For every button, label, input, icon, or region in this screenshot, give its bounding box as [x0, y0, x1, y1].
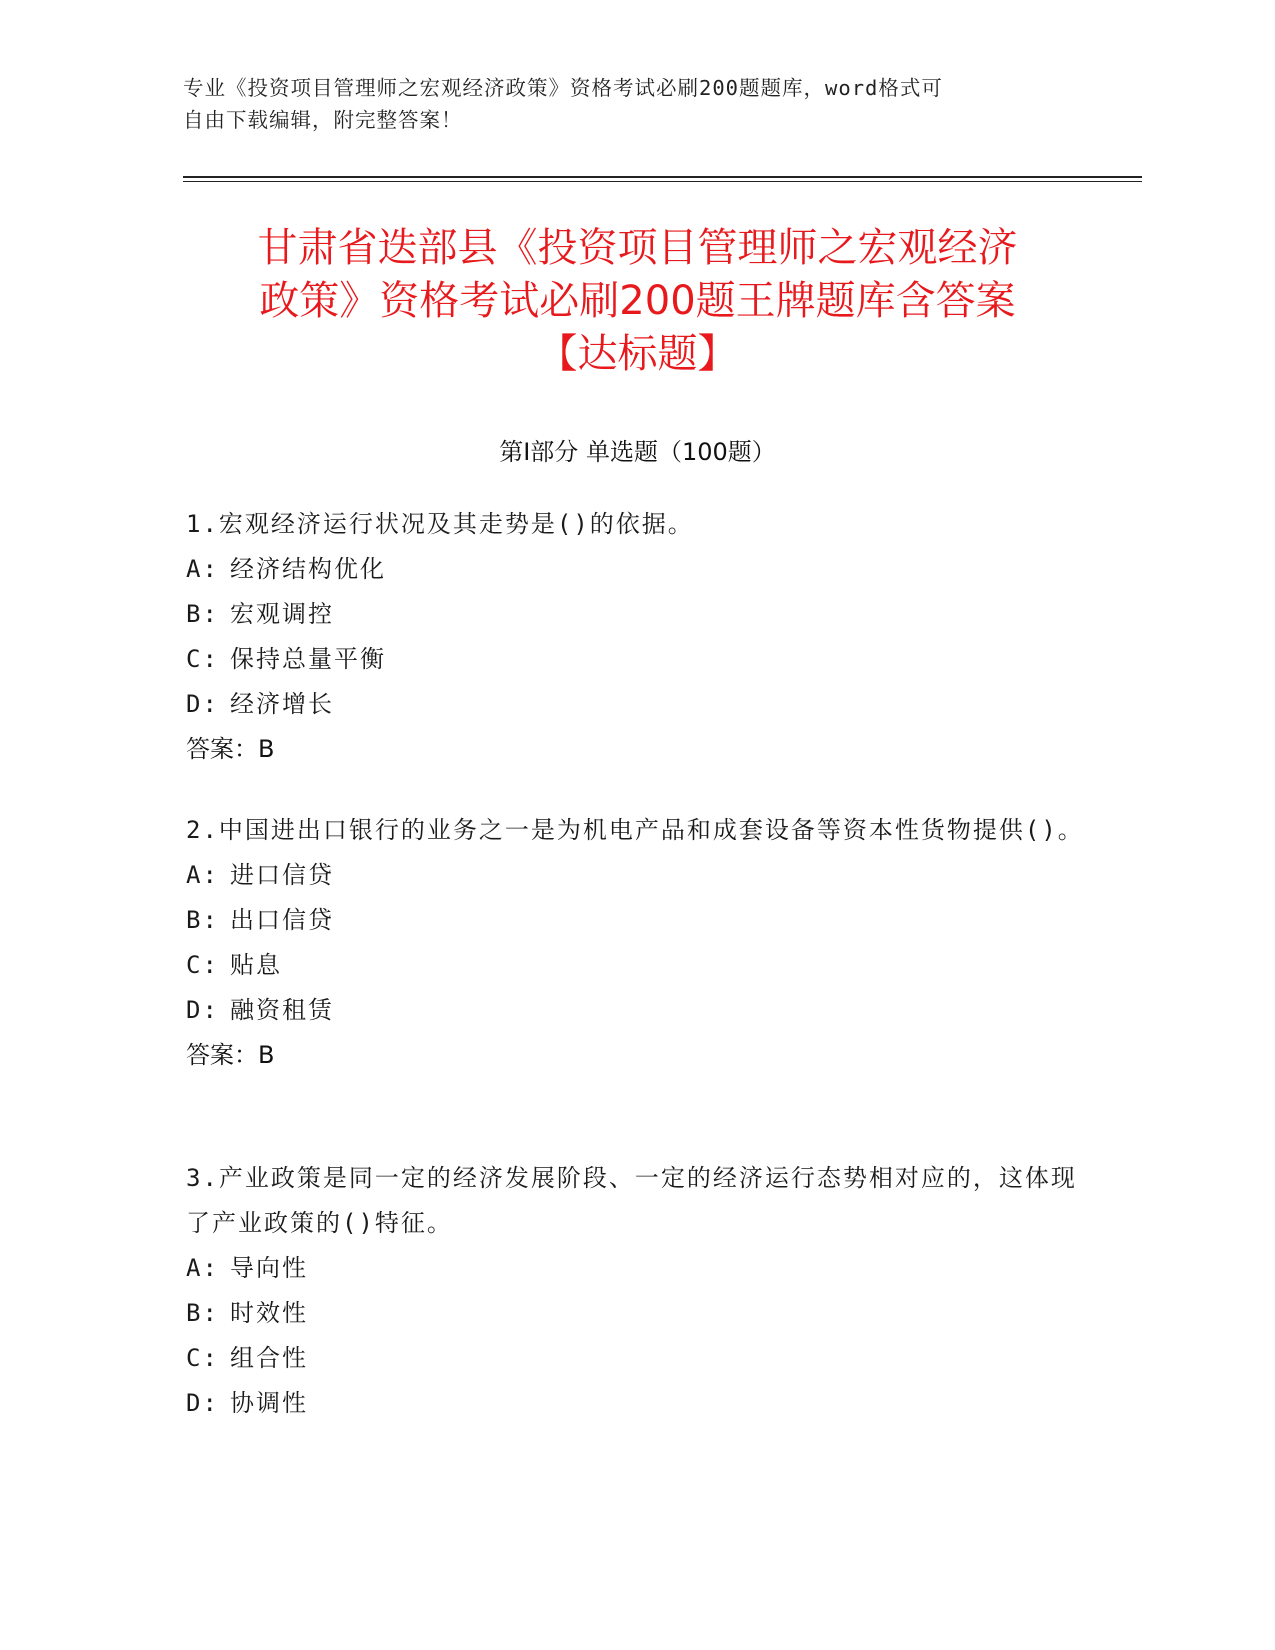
section-heading: 第Ⅰ部分 单选题（100题） — [499, 438, 776, 466]
option-text: 宏观调控 — [230, 600, 334, 628]
header-divider-thick — [183, 176, 1142, 178]
option-a — [186, 1246, 1086, 1291]
question-1 — [186, 502, 1086, 772]
option-text: 进口信贷 — [230, 861, 334, 889]
option-list — [186, 1246, 1086, 1426]
option-c — [186, 1336, 1086, 1381]
title-line-1: 甘肃省迭部县《投资项目管理师之宏观经济 — [257, 225, 1018, 271]
answer-line: 答案：B — [186, 1041, 275, 1069]
question-2 — [186, 808, 1086, 1078]
option-text: 协调性 — [230, 1389, 308, 1417]
question-stem: 3.产业政策是同一定的经济发展阶段、一定的经济运行态势相对应的，这体现了产业政策的()特征。 — [186, 1164, 1077, 1237]
option-letter: B: — [186, 1299, 219, 1327]
question-3 — [186, 1156, 1086, 1426]
option-text: 出口信贷 — [230, 906, 334, 934]
option-letter: C: — [186, 951, 219, 979]
option-a — [186, 853, 1086, 898]
option-text: 组合性 — [230, 1344, 308, 1372]
question-stem: 2.中国进出口银行的业务之一是为机电产品和成套设备等资本性货物提供()。 — [186, 816, 1084, 844]
header-divider-thin — [183, 181, 1142, 182]
option-a — [186, 547, 1086, 592]
option-list — [186, 547, 1086, 727]
intro-line-1: 专业《投资项目管理师之宏观经济政策》资格考试必刷200题题库，word格式可 — [183, 76, 943, 100]
option-d — [186, 682, 1086, 727]
option-text: 融资租赁 — [230, 996, 334, 1024]
option-text: 经济增长 — [230, 690, 334, 718]
option-letter: D: — [186, 1389, 219, 1417]
option-d — [186, 988, 1086, 1033]
option-letter: C: — [186, 645, 219, 673]
option-b — [186, 898, 1086, 943]
option-b — [186, 592, 1086, 637]
option-letter: C: — [186, 1344, 219, 1372]
option-letter: B: — [186, 906, 219, 934]
intro-text — [183, 72, 1063, 136]
option-text: 经济结构优化 — [230, 555, 386, 583]
option-letter: A: — [186, 1254, 219, 1282]
option-text: 导向性 — [230, 1254, 308, 1282]
option-letter: A: — [186, 861, 219, 889]
option-text: 保持总量平衡 — [230, 645, 386, 673]
option-c — [186, 943, 1086, 988]
title-line-2: 政策》资格考试必刷200题王牌题库含答案 — [259, 278, 1016, 324]
question-stem: 1.宏观经济运行状况及其走势是()的依据。 — [186, 510, 694, 538]
document-title — [150, 222, 1125, 381]
answer-line: 答案：B — [186, 735, 275, 763]
title-line-3: 【达标题】 — [537, 331, 738, 377]
option-b — [186, 1291, 1086, 1336]
option-letter: B: — [186, 600, 219, 628]
option-text: 时效性 — [230, 1299, 308, 1327]
option-letter: A: — [186, 555, 219, 583]
option-d — [186, 1381, 1086, 1426]
intro-line-2: 自由下载编辑，附完整答案！ — [183, 108, 463, 132]
option-letter: D: — [186, 690, 219, 718]
option-c — [186, 637, 1086, 682]
option-list — [186, 853, 1086, 1033]
option-text: 贴息 — [230, 951, 282, 979]
option-letter: D: — [186, 996, 219, 1024]
